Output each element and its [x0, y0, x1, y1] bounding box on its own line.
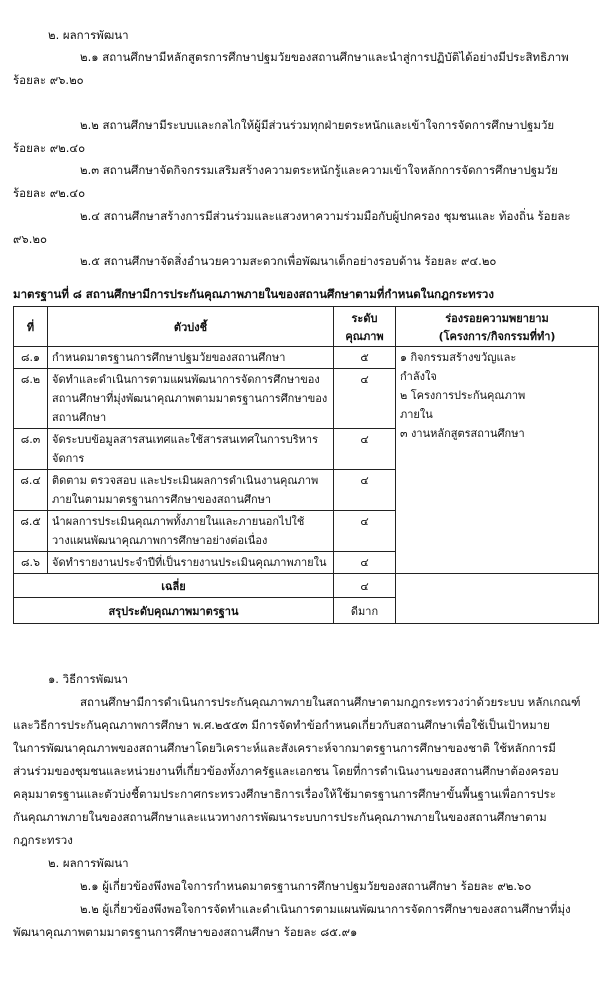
level-cell: ๔	[334, 552, 396, 574]
method-line: และวิธีการประกันคุณภาพการศึกษา พ.ศ.๒๕๕๓ มีการจัดทำข้อกำหนดเกี่ยวกับสถานศึกษาเพื่อใช้เป็นเป้าหมาย	[13, 718, 550, 732]
indicator-line: กำหนดมาตรฐานการศึกษาปฐมวัยของสถานศึกษา	[52, 351, 286, 364]
indicator-cell	[48, 511, 334, 552]
header-no: ที่	[14, 307, 48, 347]
result-a2-line2: ร้อยละ ๙๒.๔๐	[13, 141, 86, 155]
result-a1-line2: ร้อยละ ๙๖.๒๐	[13, 73, 84, 87]
result-b-line: ๒.๑ ผู้เกี่ยวข้องพึงพอใจการกำหนดมาตรฐานการศึกษาปฐมวัยของสถานศึกษา ร้อยละ ๙๒.๖๐	[80, 879, 532, 893]
result-a3-line2: ร้อยละ ๙๒.๔๐	[13, 186, 86, 200]
result-b-line: พัฒนาคุณภาพตามมาตรฐานการศึกษาของสถานศึกษา ร้อยละ ๘๕.๙๑	[13, 925, 358, 939]
row-number: ๘.๔	[14, 470, 48, 511]
header-indicator: ตัวบ่งชี้	[48, 307, 334, 347]
indicator-line: วางแผนพัฒนาคุณภาพการศึกษาอย่างต่อเนื่อง	[52, 534, 268, 547]
header-trace-line2: (โครงการ/กิจกรรมที่ทำ)	[438, 329, 556, 343]
method-line: คลุมมาตรฐานและตัวบ่งชี้ตามประกาศกระทรวงศึกษาธิการเรื่องให้ใช้มาตรฐานการศึกษาขั้นพื้นฐานเพื่อการประ	[13, 787, 556, 801]
level-cell: ๔	[334, 369, 396, 429]
trace-line: ๒ โครงการประกันคุณภาพ	[400, 389, 526, 402]
result-a4-line2: ๙๖.๒๐	[13, 232, 47, 246]
method-line: ในการพัฒนาคุณภาพของสถานศึกษาโดยวิเคราะห์และสังเคราะห์จากมาตรฐานการศึกษาของชาติ ใช้หลักการมี	[13, 741, 556, 755]
level-cell: ๔	[334, 470, 396, 511]
section-a-heading: ๒. ผลการพัฒนา	[48, 28, 129, 42]
method-line: สถานศึกษามีการดำเนินการประกันคุณภาพภายในสถานศึกษาตามกฎกระทรวงว่าด้วยระบบ หลักเกณฑ์	[80, 695, 581, 709]
level-cell: ๔	[334, 429, 396, 470]
trace-line: ๑ กิจกรรมสร้างขวัญและ	[400, 351, 517, 364]
result-a1-line1: ๒.๑ สถานศึกษามีหลักสูตรการศึกษาปฐมวัยของสถานศึกษาและนำสู่การปฏิบัติได้อย่างมีประสิทธิภาพ	[80, 50, 569, 64]
trace-line: ๓ งานหลักสูตรสถานศึกษา	[400, 427, 525, 440]
table-header-row	[14, 307, 599, 347]
average-row	[14, 574, 599, 598]
header-trace	[396, 307, 599, 347]
row-number: ๘.๒	[14, 369, 48, 429]
summary-value: ดีมาก	[334, 598, 396, 624]
indicator-line: สถานศึกษาที่มุ่งพัฒนาคุณภาพตามมาตรฐานการศึกษาของ	[52, 392, 328, 405]
indicator-cell	[48, 347, 334, 369]
summary-label: สรุประดับคุณภาพมาตรฐาน	[14, 598, 334, 624]
indicator-cell	[48, 429, 334, 470]
method-line: ส่วนร่วมของชุมชนและหน่วยงานที่เกี่ยวข้องทั้งภาครัฐและเอกชน โดยที่การดำเนินงานของสถานศึกษาต้องครอบ	[13, 764, 559, 778]
standard-table	[13, 306, 599, 624]
indicator-line: จัดทำรายงานประจำปีที่เป็นรายงานประเมินคุณภาพภายใน	[52, 556, 327, 569]
indicator-line: ภายในตามมาตรฐานการศึกษาของสถานศึกษา	[52, 493, 272, 506]
row-number: ๘.๖	[14, 552, 48, 574]
indicator-line: จัดการ	[52, 452, 85, 465]
standard-title: มาตรฐานที่ ๘ สถานศึกษามีการประกันคุณภาพภายในของสถานศึกษาตามที่กำหนดในกฎกระทรวง	[13, 287, 495, 301]
result-a2-line1: ๒.๒ สถานศึกษามีระบบและกลไกให้ผู้มีส่วนร่วมทุกฝ่ายตระหนักและเข้าใจการจัดการศึกษาปฐมวัย	[80, 118, 555, 132]
trace-line: กำลังใจ	[400, 370, 437, 383]
header-trace-line1: ร่องรอยความพยายาม	[445, 311, 549, 325]
method-line: กฎกระทรวง	[13, 833, 73, 847]
method-heading: ๑. วิธีการพัฒนา	[48, 672, 128, 686]
result-a4-line1: ๒.๔ สถานศึกษาสร้างการมีส่วนร่วมและแสวงหาความร่วมมือกับผู้ปกครอง ชุมชนและ ท้องถิ่น ร้อยละ	[80, 209, 571, 223]
indicator-line: สถานศึกษา	[52, 411, 107, 424]
level-cell: ๕	[334, 347, 396, 369]
indicator-line: ติดตาม ตรวจสอบ และประเมินผลการดำเนินงานคุณภาพ	[52, 474, 319, 487]
indicator-cell	[48, 552, 334, 574]
result-a3-line1: ๒.๓ สถานศึกษาจัดกิจกรรมเสริมสร้างความตระหนักรู้และความเข้าใจหลักการจัดการศึกษาปฐมวัย	[80, 163, 558, 177]
indicator-line: นำผลการประเมินคุณภาพทั้งภายในและภายนอกไปใช้	[52, 515, 305, 528]
table-row	[14, 347, 599, 369]
average-blank	[396, 574, 599, 598]
indicator-line: จัดระบบข้อมูลสารสนเทศและใช้สารสนเทศในการบริหาร	[52, 433, 318, 446]
row-number: ๘.๕	[14, 511, 48, 552]
trace-line: ภายใน	[400, 408, 433, 421]
level-cell: ๔	[334, 511, 396, 552]
trace-cell	[396, 347, 599, 574]
header-level	[334, 307, 396, 347]
result-a5-line1: ๒.๕ สถานศึกษาจัดสิ่งอำนวยความสะดวกเพื่อพัฒนาเด็กอย่างรอบด้าน ร้อยละ ๙๔.๒๐	[80, 254, 497, 268]
indicator-cell	[48, 470, 334, 511]
method-line: กันคุณภาพภายในของสถานศึกษาและแนวทางการพัฒนาระบบการประกันคุณภาพภายในของสถานศึกษาตาม	[13, 810, 547, 824]
summary-blank	[396, 598, 599, 624]
row-number: ๘.๑	[14, 347, 48, 369]
row-number: ๘.๓	[14, 429, 48, 470]
result-b-heading: ๒. ผลการพัฒนา	[48, 856, 129, 870]
indicator-cell	[48, 369, 334, 429]
average-value: ๔	[334, 574, 396, 598]
indicator-line: จัดทำและดำเนินการตามแผนพัฒนาการจัดการศึกษาของ	[52, 373, 320, 386]
average-label: เฉลี่ย	[14, 574, 334, 598]
header-level-line2: คุณภาพ	[345, 329, 384, 343]
header-level-line1: ระดับ	[351, 311, 378, 325]
summary-row	[14, 598, 599, 624]
result-b-line: ๒.๒ ผู้เกี่ยวข้องพึงพอใจการจัดทำและดำเนินการตามแผนพัฒนาการจัดการศึกษาของสถานศึกษาที่มุ่ง	[80, 902, 571, 916]
